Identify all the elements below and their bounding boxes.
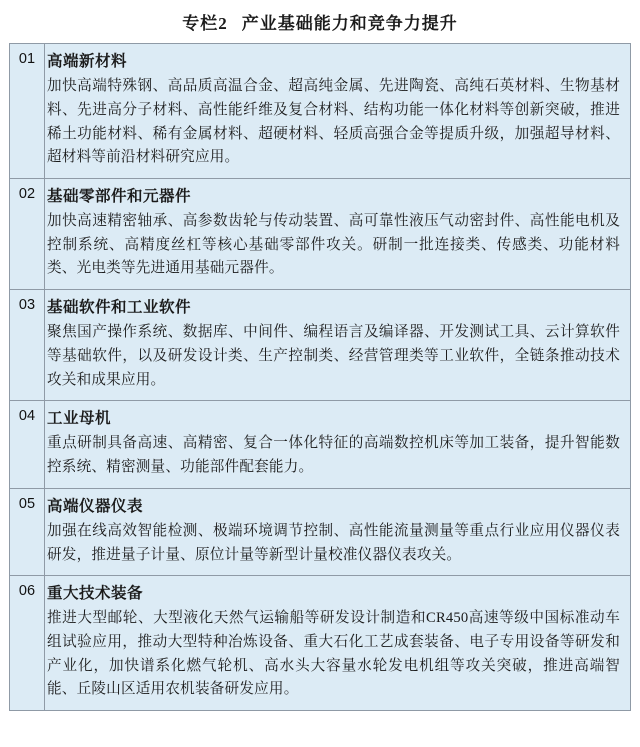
item-body — [45, 178, 631, 289]
item-text: 加快高速精密轴承、高参数齿轮与传动装置、高可靠性液压气动密封件、高性能电机及控制系统、高精度丝杠等核心基础零部件攻关。研制一批连接类、传感类、功能材料类、光电类等先进通用基础元器件。 — [47, 213, 620, 277]
box-title-text: 产业基础能力和竞争力提升 — [241, 14, 458, 33]
item-title: 工业母机 — [47, 410, 112, 428]
table-row — [10, 401, 631, 489]
item-title: 基础零部件和元器件 — [47, 187, 192, 205]
item-body — [45, 44, 631, 179]
table-row — [10, 488, 631, 576]
item-text: 重点研制具备高速、高精密、复合一体化特征的高端数控机床等加工装备，提升智能数控系统、精密测量、功能部件配套能力。 — [47, 435, 620, 476]
item-number: 01 — [10, 44, 45, 179]
items-table — [9, 43, 631, 711]
page-title — [0, 0, 640, 43]
item-text: 加快高端特殊钢、高品质高温合金、超高纯金属、先进陶瓷、高纯石英材料、生物基材料、先进高分子材料、高性能纤维及复合材料、结构功能一体化材料等创新突破，推进稀土功能材料、稀有金属材料、超硬材料、轻质高强合金等提质升级，加强超导材料、超材料等前沿材料研究应用。 — [47, 78, 620, 166]
item-text: 加强在线高效智能检测、极端环境调节控制、高性能流量测量等重点行业应用仪器仪表研发，推进量子计量、原位计量等新型计量校准仪器仪表攻关。 — [47, 522, 620, 563]
item-body — [45, 401, 631, 489]
item-title: 重大技术装备 — [47, 585, 144, 603]
item-number: 06 — [10, 576, 45, 711]
item-text: 聚焦国产操作系统、数据库、中间件、编程语言及编译器、开发测试工具、云计算软件等基础软件，以及研发设计类、生产控制类、经营管理类等工业软件，全链条推动技术攻关和成果应用。 — [47, 324, 620, 388]
table-row — [10, 289, 631, 400]
item-number: 03 — [10, 289, 45, 400]
item-title: 高端仪器仪表 — [47, 497, 144, 515]
item-title: 基础软件和工业软件 — [47, 298, 192, 316]
table-row — [10, 576, 631, 711]
table-row — [10, 178, 631, 289]
item-body — [45, 576, 631, 711]
item-text: 推进大型邮轮、大型液化天然气运输船等研发设计制造和CR450高速等级中国标准动车组试验应用，推动大型特种冶炼设备、重大石化工艺成套装备、电子专用设备等研发和产业化，加快谱系化燃气轮机、高水头大容量水轮发电机组等攻关突破，推进高端智能、丘陵山区适用农机装备研发应用。 — [47, 610, 620, 698]
table-row — [10, 44, 631, 179]
box-label: 专栏2 — [182, 14, 228, 33]
item-number: 04 — [10, 401, 45, 489]
item-body — [45, 289, 631, 400]
item-title: 高端新材料 — [47, 53, 128, 70]
item-body — [45, 488, 631, 576]
item-number: 02 — [10, 178, 45, 289]
item-number: 05 — [10, 488, 45, 576]
